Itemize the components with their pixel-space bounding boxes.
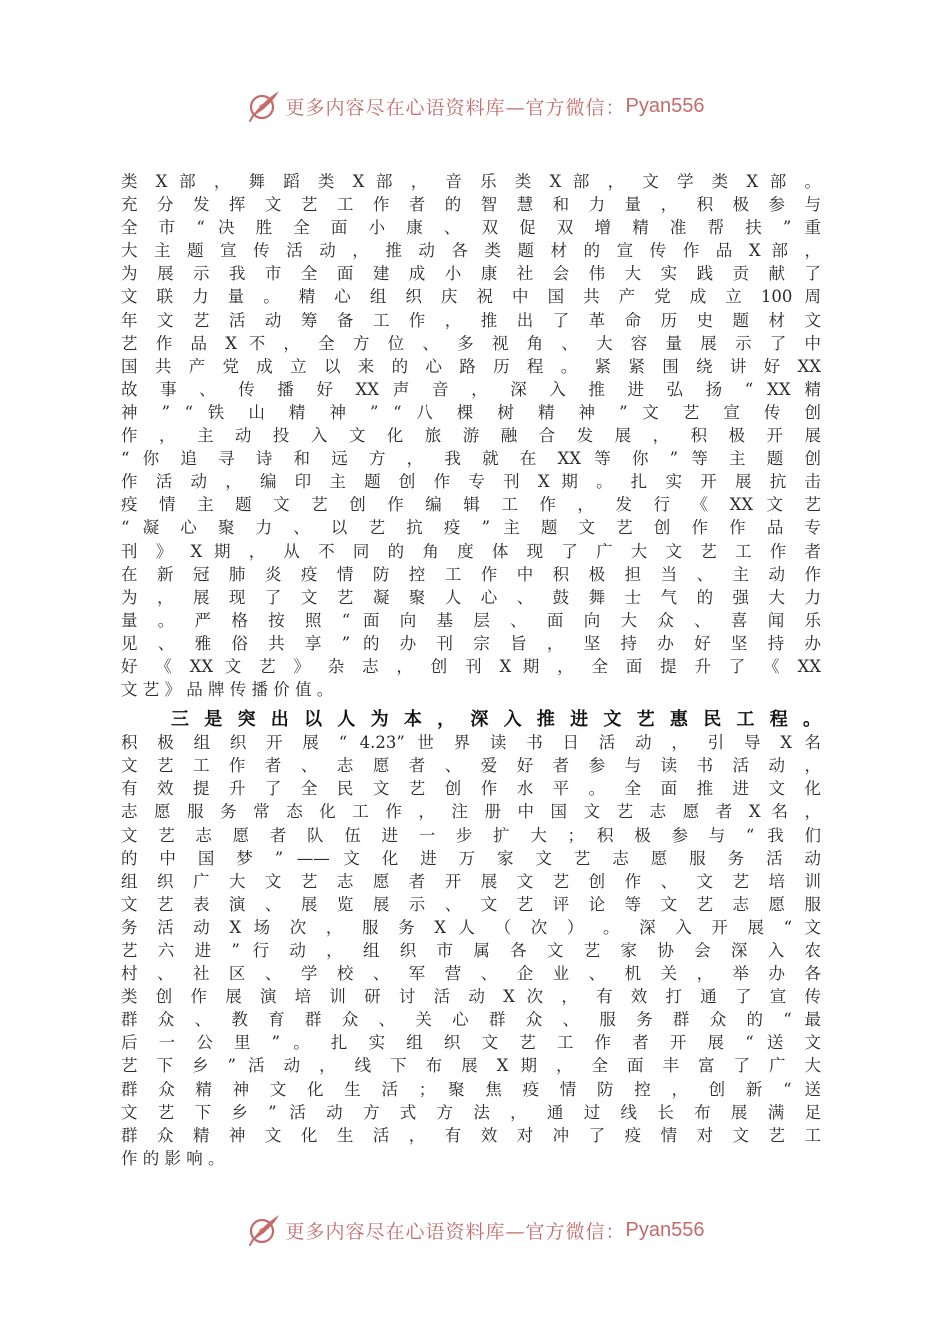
- text-line: 文 艺 》 品 牌 传 播 价 值 。: [121, 680, 334, 700]
- text-line: 积 极 组 织 开 展 “ 4.23” 世 界 读 书 日 活 动 ， 引 导 X 名: [121, 733, 821, 753]
- text-line: 务 活 动 X 场 次 ， 服 务 X 人 （ 次 ） 。 深 入 开 展 “ 文: [121, 917, 821, 937]
- text-line: 村 、 社 区 、 学 校 、 军 营 、 企 业 、 机 关 ， 举 办 各: [121, 964, 821, 984]
- text-line: 艺 下 乡 ” 活 动 ， 线 下 布 展 X 期 ， 全 面 丰 富 了 广 大: [121, 1056, 821, 1076]
- text-line: 作 ， 主 动 投 入 文 化 旅 游 融 合 发 展 ， 积 极 开 展: [121, 426, 821, 446]
- text-line: 作 活 动 ， 编 印 主 题 创 作 专 刊 X 期 。 扎 实 开 展 抗 击: [121, 472, 821, 492]
- text-line: 刊 》 X 期 ， 从 不 同 的 角 度 体 现 了 广 大 文 艺 工 作 者: [121, 541, 821, 561]
- banner-wechat-handle: Pyan556: [625, 1218, 705, 1241]
- text-line: 疫 情 主 题 文 艺 创 作 编 辑 工 作 ， 发 行 《 XX 文 艺: [121, 495, 821, 515]
- text-line: 群 众 、 教 育 群 众 、 关 心 群 众 、 服 务 群 众 的 “ 最: [121, 1010, 821, 1030]
- text-line: 群 众 精 神 文 化 生 活 ； 聚 焦 疫 情 防 控 ， 创 新 “ 送: [121, 1079, 821, 1099]
- text-line: 作 的 影 响 。: [121, 1148, 225, 1168]
- text-line: 组 织 广 大 文 艺 志 愿 者 开 展 文 艺 创 作 、 文 艺 培 训: [121, 871, 821, 891]
- footer-watermark-banner: [0, 1208, 950, 1252]
- banner-text: 更多内容尽在心语资料库—官方微信：: [285, 96, 626, 119]
- text-line: 的 中 国 梦 ” —— 文 化 进 万 家 文 艺 志 愿 服 务 活 动: [121, 848, 821, 868]
- text-line: 见 、 雅 俗 共 享 ” 的 办 刊 宗 旨 ， 坚 持 办 好 坚 持 办: [121, 633, 821, 653]
- text-line: 志 愿 服 务 常 态 化 工 作 ， 注 册 中 国 文 艺 志 愿 者 X 名 ，: [121, 802, 821, 822]
- text-line: 充 分 发 挥 文 艺 工 作 者 的 智 慧 和 力 量 ， 积 极 参 与: [121, 195, 821, 215]
- paragraph-3: [121, 731, 821, 1170]
- quill-logo-icon: [246, 1212, 282, 1248]
- text-line: 群 众 精 神 文 化 生 活 ， 有 效 对 冲 了 疫 情 对 文 艺 工: [121, 1125, 821, 1145]
- text-line: 年 文 艺 活 动 筹 备 工 作 ， 推 出 了 革 命 历 史 题 材 文: [121, 310, 821, 330]
- text-line: 后 一 公 里 ” 。 扎 实 组 织 文 艺 工 作 者 开 展 “ 送 文: [121, 1033, 821, 1053]
- text-line: 国 共 产 党 成 立 以 来 的 心 路 历 程 。 紧 紧 围 绕 讲 好 XX: [121, 356, 821, 376]
- quill-logo-icon: [246, 88, 282, 124]
- text-line: 大 主 题 宣 传 活 动 ， 推 动 各 类 题 材 的 宣 传 作 品 X 部 ，: [121, 241, 821, 261]
- text-line: 文 艺 志 愿 者 队 伍 进 一 步 扩 大 ； 积 极 参 与 “ 我 们: [121, 825, 821, 845]
- document-body: [121, 170, 821, 1170]
- text-line: 文 艺 工 作 者 、 志 愿 者 、 爱 好 者 参 与 读 书 活 动 ，: [121, 756, 821, 776]
- text-line: 文 艺 表 演 、 展 览 展 示 、 文 艺 评 论 等 文 艺 志 愿 服: [121, 894, 821, 914]
- text-line: 全 市 “ 决 胜 全 面 小 康 、 双 促 双 增 精 准 帮 扶 ” 重: [121, 218, 821, 238]
- text-line: “ 你 追 寻 诗 和 远 方 ， 我 就 在 XX 等 你 ” 等 主 题 创: [121, 449, 821, 469]
- text-line: 故 事 、 传 播 好 XX 声 音 ， 深 入 推 进 弘 扬 “ XX 精: [121, 379, 821, 399]
- header-watermark-banner: [0, 84, 950, 128]
- paragraph-1: [121, 170, 821, 701]
- text-line: 神 ” “ 铁 山 精 神 ” “ 八 棵 树 精 神 ” 文 艺 宣 传 创: [121, 402, 821, 422]
- text-line: 有 效 提 升 了 全 民 文 艺 创 作 水 平 。 全 面 推 进 文 化: [121, 779, 821, 799]
- text-line: 在 新 冠 肺 炎 疫 情 防 控 工 作 中 积 极 担 当 、 主 动 作: [121, 564, 821, 584]
- banner-wechat-handle: Pyan556: [625, 94, 705, 117]
- text-line: 文 联 力 量 。 精 心 组 织 庆 祝 中 国 共 产 党 成 立 100 周: [121, 287, 821, 307]
- text-line: 类 创 作 展 演 培 训 研 讨 活 动 X 次 ， 有 效 打 通 了 宣 传: [121, 987, 821, 1007]
- text-line: 艺 作 品 X 不 ， 全 方 位 、 多 视 角 、 大 容 量 展 示 了 中: [121, 333, 821, 353]
- text-line: 量 。 严 格 按 照 “ 面 向 基 层 、 面 向 大 众 、 喜 闻 乐: [121, 610, 821, 630]
- text-line: 好 《 XX 文 艺 》 杂 志 ， 创 刊 X 期 ， 全 面 提 升 了 《 XX: [121, 656, 821, 676]
- text-line: 类 X 部 ， 舞 蹈 类 X 部 ， 音 乐 类 X 部 ， 文 学 类 X 部 。: [121, 172, 821, 191]
- text-line: 文 艺 下 乡 ” 活 动 方 式 方 法 ， 通 过 线 长 布 展 满 足: [121, 1102, 821, 1122]
- text-line: 艺 六 进 ” 行 动 ， 组 织 市 属 各 文 艺 家 协 会 深 入 农: [121, 941, 821, 960]
- text-line: 为 ， 展 现 了 文 艺 凝 聚 人 心 、 鼓 舞 士 气 的 强 大 力: [121, 587, 821, 607]
- text-line: “ 凝 心 聚 力 、 以 艺 抗 疫 ” 主 题 文 艺 创 作 作 品 专: [121, 518, 821, 538]
- section-heading-3: 三 是 突 出 以 人 为 本 ， 深 入 推 进 文 艺 惠 民 工 程 。: [171, 709, 821, 731]
- banner-text: 更多内容尽在心语资料库—官方微信：: [285, 1220, 626, 1243]
- text-line: 为 展 示 我 市 全 面 建 成 小 康 社 会 伟 大 实 践 贡 献 了: [121, 264, 821, 284]
